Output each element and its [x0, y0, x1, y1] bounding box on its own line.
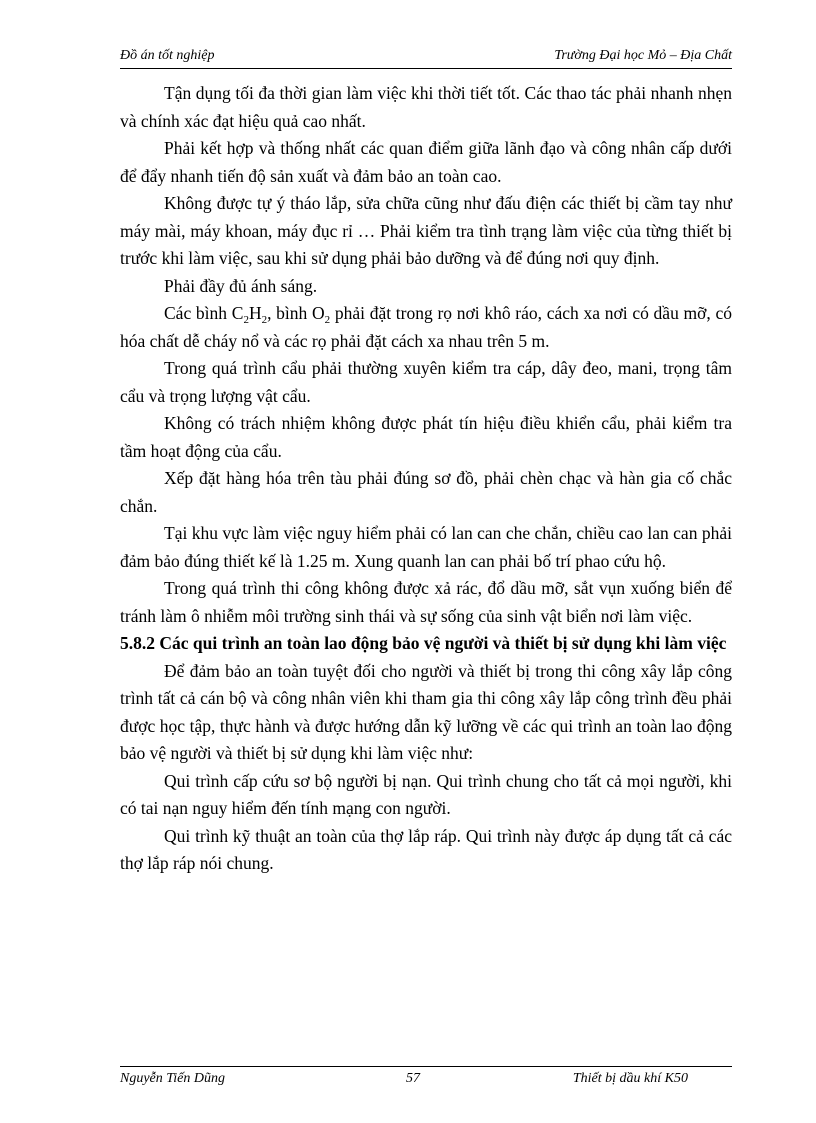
subscript: 2 [261, 314, 268, 326]
subscript: 2 [243, 314, 249, 326]
page-header [120, 48, 732, 69]
paragraph: Trong quá trình cẩu phải thường xuyên kiểm tra cáp, dây đeo, mani, trọng tâm cẩu và trọng lượng vật cẩu. [120, 358, 732, 406]
subscript: 2 [324, 314, 331, 326]
page-footer [120, 1066, 732, 1091]
header-university: Trường Đại học Mỏ – Địa Chất [554, 48, 732, 63]
paragraph: Trong quá trình thi công không được xả rác, đổ dầu mỡ, sắt vụn xuống biển để tránh làm ô nhiễm môi trường sinh thái và sự sống của sinh vật biển nơi làm việc. [120, 578, 732, 626]
paragraph: Phải đầy đủ ánh sáng. [164, 275, 318, 296]
section-heading: 5.8.2 Các qui trình an toàn lao động bảo vệ người và thiết bị sử dụng khi làm việc [120, 633, 727, 653]
paragraph: Tại khu vực làm việc nguy hiểm phải có lan can che chắn, chiều cao lan can phải đảm bảo đúng thiết kế là 1.25 m. Xung quanh lan can phải bố trí phao cứu hộ. [120, 523, 732, 571]
footer-author: Nguyễn Tiến Dũng [120, 1071, 225, 1086]
header-document-type: Đồ án tốt nghiệp [120, 48, 215, 63]
paragraph: Qui trình cấp cứu sơ bộ người bị nạn. Qui trình chung cho tất cả mọi người, khi có tai nạn nguy hiểm đến tính mạng con người. [120, 770, 732, 818]
text-run: , bình O [267, 303, 325, 323]
paragraph: Phải kết hợp và thống nhất các quan điểm giữa lãnh đạo và công nhân cấp dưới để đẩy nhanh tiến độ sản xuất và đảm bảo an toàn cao. [120, 138, 732, 186]
footer-course: Thiết bị dầu khí K50 [572, 1071, 688, 1086]
page-body [120, 80, 732, 878]
text-run: Các bình C [164, 303, 244, 323]
paragraph: Để đảm bảo an toàn tuyệt đối cho người và thiết bị trong thi công xây lắp công trình tất cả cán bộ và công nhân viên khi tham gia thi công xây lắp công trình đều phải được học tập, thực hành và được hướng dẫn kỹ lưỡng về các qui trình an toàn lao động bảo vệ người và thiết bị sử dụng khi làm việc như: [120, 660, 732, 763]
page-number: 57 [406, 1071, 420, 1086]
paragraph-chemical-formulas [120, 300, 732, 355]
text-run: H [248, 303, 262, 323]
paragraph: Không có trách nhiệm không được phát tín hiệu điều khiển cẩu, phải kiểm tra tầm hoạt động của cẩu. [120, 413, 732, 461]
paragraph: Qui trình kỹ thuật an toàn của thợ lắp ráp. Qui trình này được áp dụng tất cả các thợ lắp ráp nói chung. [120, 825, 732, 873]
paragraph: Tận dụng tối đa thời gian làm việc khi thời tiết tốt. Các thao tác phải nhanh nhẹn và chính xác đạt hiệu quả cao nhất. [120, 83, 732, 131]
paragraph: Không được tự ý tháo lắp, sửa chữa cũng như đấu điện các thiết bị cầm tay như máy mài, máy khoan, máy đục rỉ … Phải kiểm tra tình trạng làm việc của từng thiết bị trước khi làm việc, sau khi sử dụng phải bảo dưỡng và để đúng nơi quy định. [120, 193, 732, 268]
text-run: phải đặt trong rọ nơi khô ráo, cách xa nơi có dầu mỡ, có hóa chất dễ cháy nổ và các rọ phải đặt cách xa nhau trên 5 m. [120, 303, 733, 351]
paragraph: Xếp đặt hàng hóa trên tàu phải đúng sơ đồ, phải chèn chạc và hàn gia cố chắc chắn. [120, 468, 732, 516]
